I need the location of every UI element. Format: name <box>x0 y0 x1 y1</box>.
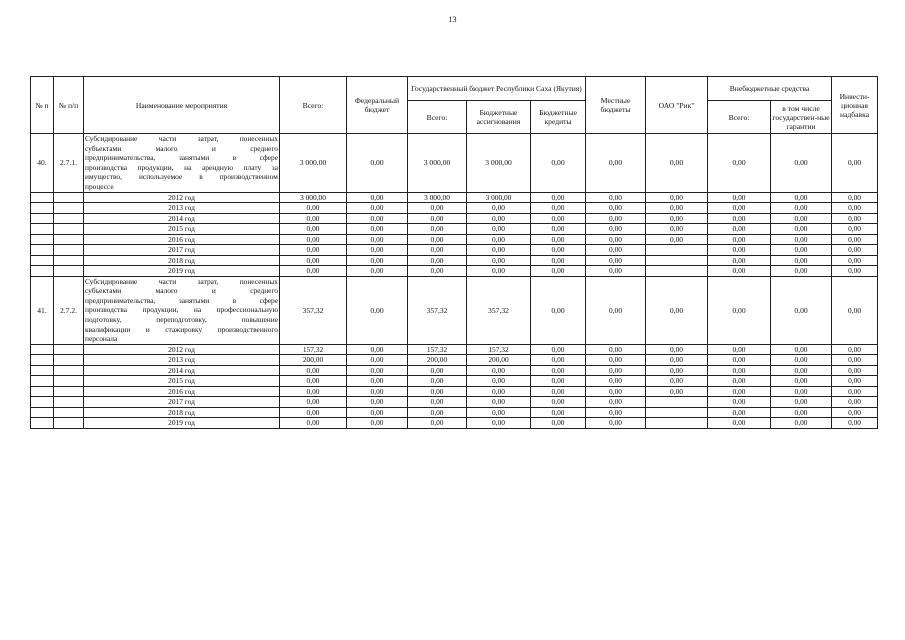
year-row <box>31 213 878 224</box>
year-value: 0,00 <box>408 224 467 235</box>
measure-value: 0,00 <box>531 276 586 344</box>
year-value: 0,00 <box>467 224 531 235</box>
year-value: 0,00 <box>347 192 408 203</box>
year-value: 0,00 <box>771 266 832 277</box>
year-value: 0,00 <box>771 344 832 355</box>
year-code-cell <box>54 397 84 408</box>
year-value: 200,00 <box>280 355 347 366</box>
year-code-cell <box>54 365 84 376</box>
year-row <box>31 355 878 366</box>
measure-name-line: субъектами малого и среднего <box>85 143 278 153</box>
year-num-cell <box>31 266 54 277</box>
year-code-cell <box>54 234 84 245</box>
year-row <box>31 344 878 355</box>
year-label: 2019 год <box>84 418 280 429</box>
year-value <box>646 255 708 266</box>
header-invest: Инвести-ционная надбавка <box>832 77 878 134</box>
year-row <box>31 203 878 214</box>
year-value: 0,00 <box>708 418 771 429</box>
year-label: 2014 год <box>84 365 280 376</box>
year-value: 0,00 <box>832 266 878 277</box>
year-value: 0,00 <box>408 418 467 429</box>
year-value: 0,00 <box>531 355 586 366</box>
year-label: 2012 год <box>84 192 280 203</box>
year-value: 0,00 <box>832 418 878 429</box>
measure-value: 0,00 <box>708 134 771 193</box>
year-value: 0,00 <box>347 224 408 235</box>
year-value: 0,00 <box>708 365 771 376</box>
year-code-cell <box>54 266 84 277</box>
year-code-cell <box>54 407 84 418</box>
year-label: 2016 год <box>84 234 280 245</box>
measure-name-line: имущество, используемое в производственном <box>85 172 278 182</box>
header-federal: Федеральный бюджет <box>347 77 408 134</box>
header-name: Наименование мероприятия <box>84 77 280 134</box>
year-value: 0,00 <box>347 234 408 245</box>
year-value: 0,00 <box>347 407 408 418</box>
year-code-cell <box>54 376 84 387</box>
year-value: 0,00 <box>771 203 832 214</box>
year-value: 0,00 <box>347 255 408 266</box>
year-value: 0,00 <box>408 386 467 397</box>
year-value: 0,00 <box>467 365 531 376</box>
year-value: 0,00 <box>586 192 646 203</box>
year-value: 0,00 <box>832 407 878 418</box>
year-value <box>646 397 708 408</box>
year-value: 0,00 <box>347 266 408 277</box>
year-value: 0,00 <box>771 192 832 203</box>
header-oao: ОАО "Рик" <box>646 77 708 134</box>
year-value: 0,00 <box>832 344 878 355</box>
year-row <box>31 397 878 408</box>
year-num-cell <box>31 418 54 429</box>
year-value: 0,00 <box>531 365 586 376</box>
year-num-cell <box>31 397 54 408</box>
year-value: 0,00 <box>646 365 708 376</box>
year-value: 0,00 <box>531 266 586 277</box>
measure-value: 357,32 <box>408 276 467 344</box>
year-value: 0,00 <box>646 344 708 355</box>
year-value: 0,00 <box>646 203 708 214</box>
year-value: 0,00 <box>467 255 531 266</box>
year-value: 0,00 <box>531 255 586 266</box>
year-value: 0,00 <box>467 266 531 277</box>
year-label: 2014 год <box>84 213 280 224</box>
year-value: 0,00 <box>708 376 771 387</box>
year-value: 200,00 <box>408 355 467 366</box>
year-value: 0,00 <box>467 386 531 397</box>
year-value: 0,00 <box>832 365 878 376</box>
year-value: 0,00 <box>708 192 771 203</box>
year-row <box>31 192 878 203</box>
header-num: № п <box>31 77 54 134</box>
year-num-cell <box>31 355 54 366</box>
year-value: 0,00 <box>531 224 586 235</box>
year-value: 0,00 <box>467 245 531 256</box>
year-row <box>31 376 878 387</box>
year-code-cell <box>54 245 84 256</box>
year-value: 0,00 <box>832 355 878 366</box>
year-value: 0,00 <box>586 234 646 245</box>
year-value: 0,00 <box>586 365 646 376</box>
measure-name-line: процессе <box>85 181 114 191</box>
year-value: 0,00 <box>531 407 586 418</box>
measure-value: 0,00 <box>832 276 878 344</box>
header-republic-credits: Бюджетные кредиты <box>531 101 586 134</box>
year-value <box>646 245 708 256</box>
year-value: 0,00 <box>771 224 832 235</box>
measure-name <box>84 276 280 344</box>
year-label: 2013 год <box>84 203 280 214</box>
year-num-cell <box>31 386 54 397</box>
measure-name-line: квалификации и стажировку производственного <box>85 324 278 334</box>
measure-value: 357,32 <box>280 276 347 344</box>
year-value: 0,00 <box>771 386 832 397</box>
year-num-cell <box>31 203 54 214</box>
year-value: 157,32 <box>280 344 347 355</box>
year-value <box>646 418 708 429</box>
year-value: 0,00 <box>708 407 771 418</box>
year-label: 2018 год <box>84 255 280 266</box>
year-value: 0,00 <box>531 213 586 224</box>
header-extra-guarantees: в том числе государствен-ные гарантии <box>771 101 832 134</box>
year-value: 0,00 <box>586 418 646 429</box>
measure-name <box>84 134 280 193</box>
year-value: 0,00 <box>280 213 347 224</box>
year-value: 0,00 <box>467 376 531 387</box>
year-value: 0,00 <box>646 355 708 366</box>
measure-value: 0,00 <box>646 134 708 193</box>
measure-name-line: производства продукции, на профессиональную <box>85 305 278 315</box>
header-local-budgets: Местные бюджеты <box>586 77 646 134</box>
year-value: 0,00 <box>832 245 878 256</box>
year-value: 0,00 <box>771 234 832 245</box>
year-value: 0,00 <box>408 213 467 224</box>
measure-value: 0,00 <box>586 134 646 193</box>
year-value: 0,00 <box>467 213 531 224</box>
year-value: 0,00 <box>586 397 646 408</box>
year-code-cell <box>54 255 84 266</box>
year-label: 2017 год <box>84 245 280 256</box>
year-value: 0,00 <box>708 245 771 256</box>
header-extra-total: Всего: <box>708 101 771 134</box>
year-value: 0,00 <box>467 418 531 429</box>
year-code-cell <box>54 344 84 355</box>
measure-value: 0,00 <box>586 276 646 344</box>
year-value: 0,00 <box>408 376 467 387</box>
year-code-cell <box>54 203 84 214</box>
year-value: 200,00 <box>467 355 531 366</box>
year-value: 0,00 <box>347 203 408 214</box>
year-value: 0,00 <box>708 344 771 355</box>
year-value: 0,00 <box>280 397 347 408</box>
header-republic-total: Всего: <box>408 101 467 134</box>
year-label: 2019 год <box>84 266 280 277</box>
measure-value: 3 000,00 <box>467 134 531 193</box>
year-value: 0,00 <box>280 365 347 376</box>
year-value: 0,00 <box>531 418 586 429</box>
year-value: 0,00 <box>708 255 771 266</box>
year-num-cell <box>31 245 54 256</box>
year-value: 0,00 <box>586 224 646 235</box>
year-value: 0,00 <box>531 234 586 245</box>
year-value: 0,00 <box>646 192 708 203</box>
year-value: 0,00 <box>408 203 467 214</box>
year-value: 0,00 <box>771 397 832 408</box>
measure-num: 41. <box>31 276 54 344</box>
year-value: 0,00 <box>586 266 646 277</box>
year-num-cell <box>31 213 54 224</box>
year-value: 0,00 <box>832 203 878 214</box>
year-value: 0,00 <box>280 376 347 387</box>
year-code-cell <box>54 355 84 366</box>
measure-num: 40. <box>31 134 54 193</box>
header-code: № п/п <box>54 77 84 134</box>
year-value: 157,32 <box>408 344 467 355</box>
year-value: 0,00 <box>771 365 832 376</box>
year-row <box>31 266 878 277</box>
year-label: 2013 год <box>84 355 280 366</box>
year-value: 0,00 <box>771 418 832 429</box>
year-value: 3 000,00 <box>467 192 531 203</box>
year-value: 0,00 <box>646 234 708 245</box>
year-value: 0,00 <box>280 203 347 214</box>
year-value: 0,00 <box>586 245 646 256</box>
year-value: 0,00 <box>347 386 408 397</box>
year-value: 3 000,00 <box>408 192 467 203</box>
year-value: 0,00 <box>771 407 832 418</box>
year-value <box>646 266 708 277</box>
header-republic-allocations: Бюджетные ассигнования <box>467 101 531 134</box>
year-code-cell <box>54 386 84 397</box>
year-value: 0,00 <box>347 397 408 408</box>
year-value: 0,00 <box>467 397 531 408</box>
year-value: 0,00 <box>708 213 771 224</box>
year-code-cell <box>54 192 84 203</box>
year-value: 0,00 <box>771 376 832 387</box>
year-value: 0,00 <box>708 234 771 245</box>
year-label: 2015 год <box>84 376 280 387</box>
year-value: 0,00 <box>586 255 646 266</box>
year-value: 0,00 <box>586 355 646 366</box>
year-row <box>31 224 878 235</box>
measure-name-line: предпринимательства, занятыми в сфере <box>85 153 278 163</box>
year-row <box>31 386 878 397</box>
measure-value: 0,00 <box>531 134 586 193</box>
year-value: 0,00 <box>280 245 347 256</box>
year-code-cell <box>54 213 84 224</box>
year-num-cell <box>31 224 54 235</box>
year-value: 0,00 <box>531 344 586 355</box>
year-value: 0,00 <box>531 376 586 387</box>
year-value: 0,00 <box>832 192 878 203</box>
header-total: Всего: <box>280 77 347 134</box>
year-value: 0,00 <box>586 376 646 387</box>
year-code-cell <box>54 224 84 235</box>
year-value: 0,00 <box>646 376 708 387</box>
year-value: 0,00 <box>531 245 586 256</box>
year-value: 0,00 <box>586 344 646 355</box>
year-value: 0,00 <box>408 365 467 376</box>
year-value: 0,00 <box>832 386 878 397</box>
year-num-cell <box>31 192 54 203</box>
measure-value: 0,00 <box>646 276 708 344</box>
year-value: 0,00 <box>280 234 347 245</box>
year-num-cell <box>31 376 54 387</box>
year-row <box>31 245 878 256</box>
measure-name-line: подготовку, переподготовку, повышение <box>85 314 278 324</box>
year-label: 2012 год <box>84 344 280 355</box>
header-republic-budget: Государственный бюджет Республики Саха (Якутия) <box>408 77 586 101</box>
header-extra-budget: Внебюджетные средства <box>708 77 832 101</box>
year-value: 0,00 <box>832 397 878 408</box>
year-row <box>31 365 878 376</box>
year-value: 0,00 <box>708 203 771 214</box>
year-value: 0,00 <box>646 213 708 224</box>
year-value: 0,00 <box>708 386 771 397</box>
year-label: 2017 год <box>84 397 280 408</box>
year-value: 0,00 <box>347 376 408 387</box>
year-value: 157,32 <box>467 344 531 355</box>
year-value: 0,00 <box>832 213 878 224</box>
year-num-cell <box>31 407 54 418</box>
measure-value: 0,00 <box>771 276 832 344</box>
year-value: 0,00 <box>708 397 771 408</box>
year-value: 0,00 <box>347 418 408 429</box>
year-value: 0,00 <box>531 203 586 214</box>
year-label: 2016 год <box>84 386 280 397</box>
year-value: 0,00 <box>708 266 771 277</box>
year-value: 0,00 <box>771 355 832 366</box>
year-value: 0,00 <box>280 266 347 277</box>
year-value: 0,00 <box>280 407 347 418</box>
measure-value: 3 000,00 <box>280 134 347 193</box>
year-value: 0,00 <box>280 224 347 235</box>
page-number: 13 <box>448 15 457 24</box>
year-value: 0,00 <box>832 376 878 387</box>
year-value: 0,00 <box>832 224 878 235</box>
measure-row <box>31 276 878 344</box>
year-value: 0,00 <box>347 355 408 366</box>
measure-value: 0,00 <box>347 276 408 344</box>
year-value: 0,00 <box>347 213 408 224</box>
year-num-cell <box>31 255 54 266</box>
year-value: 0,00 <box>771 213 832 224</box>
year-value: 0,00 <box>408 245 467 256</box>
measure-value: 3 000,00 <box>408 134 467 193</box>
measure-value: 0,00 <box>347 134 408 193</box>
measure-value: 357,32 <box>467 276 531 344</box>
year-value: 0,00 <box>347 344 408 355</box>
year-value: 0,00 <box>646 224 708 235</box>
measure-value: 0,00 <box>708 276 771 344</box>
year-value: 0,00 <box>832 234 878 245</box>
measure-name-line: производства продукции, на арендную плату за <box>85 162 278 172</box>
year-value: 0,00 <box>347 245 408 256</box>
year-code-cell <box>54 418 84 429</box>
year-row <box>31 418 878 429</box>
year-label: 2015 год <box>84 224 280 235</box>
year-value: 0,00 <box>646 386 708 397</box>
year-value: 0,00 <box>408 234 467 245</box>
measure-code: 2.7.1. <box>54 134 84 193</box>
year-value: 0,00 <box>280 255 347 266</box>
year-value: 0,00 <box>708 355 771 366</box>
year-value: 0,00 <box>531 397 586 408</box>
year-value: 0,00 <box>408 407 467 418</box>
year-num-cell <box>31 344 54 355</box>
year-value: 0,00 <box>708 224 771 235</box>
measure-value: 0,00 <box>771 134 832 193</box>
year-value <box>646 407 708 418</box>
year-value: 0,00 <box>467 203 531 214</box>
year-value: 0,00 <box>586 213 646 224</box>
measure-name-line: Субсидирование части затрат, понесенных <box>85 134 278 143</box>
measure-name-line: предпринимательства, занятыми в сфере <box>85 295 278 305</box>
year-num-cell <box>31 365 54 376</box>
measure-row <box>31 134 878 193</box>
measure-name-line: субъектами малого и среднего <box>85 286 278 296</box>
year-value: 0,00 <box>771 245 832 256</box>
table-body <box>31 134 878 429</box>
year-value: 0,00 <box>408 266 467 277</box>
year-value: 0,00 <box>467 234 531 245</box>
year-value: 0,00 <box>832 255 878 266</box>
measure-code: 2.7.2. <box>54 276 84 344</box>
measure-name-line: Субсидирование части затрат, понесенных <box>85 276 278 286</box>
measure-name-line: персонала <box>85 334 118 344</box>
year-value: 3 000,00 <box>280 192 347 203</box>
year-value: 0,00 <box>280 386 347 397</box>
year-value: 0,00 <box>586 203 646 214</box>
year-value: 0,00 <box>531 192 586 203</box>
year-value: 0,00 <box>467 407 531 418</box>
year-num-cell <box>31 234 54 245</box>
budget-table <box>30 76 878 429</box>
year-value: 0,00 <box>408 397 467 408</box>
year-label: 2018 год <box>84 407 280 418</box>
year-row <box>31 255 878 266</box>
year-row <box>31 234 878 245</box>
year-value: 0,00 <box>280 418 347 429</box>
year-value: 0,00 <box>408 255 467 266</box>
table-header <box>31 77 878 134</box>
year-value: 0,00 <box>531 386 586 397</box>
year-value: 0,00 <box>771 255 832 266</box>
measure-value: 0,00 <box>832 134 878 193</box>
year-value: 0,00 <box>347 365 408 376</box>
year-row <box>31 407 878 418</box>
year-value: 0,00 <box>586 386 646 397</box>
year-value: 0,00 <box>586 407 646 418</box>
